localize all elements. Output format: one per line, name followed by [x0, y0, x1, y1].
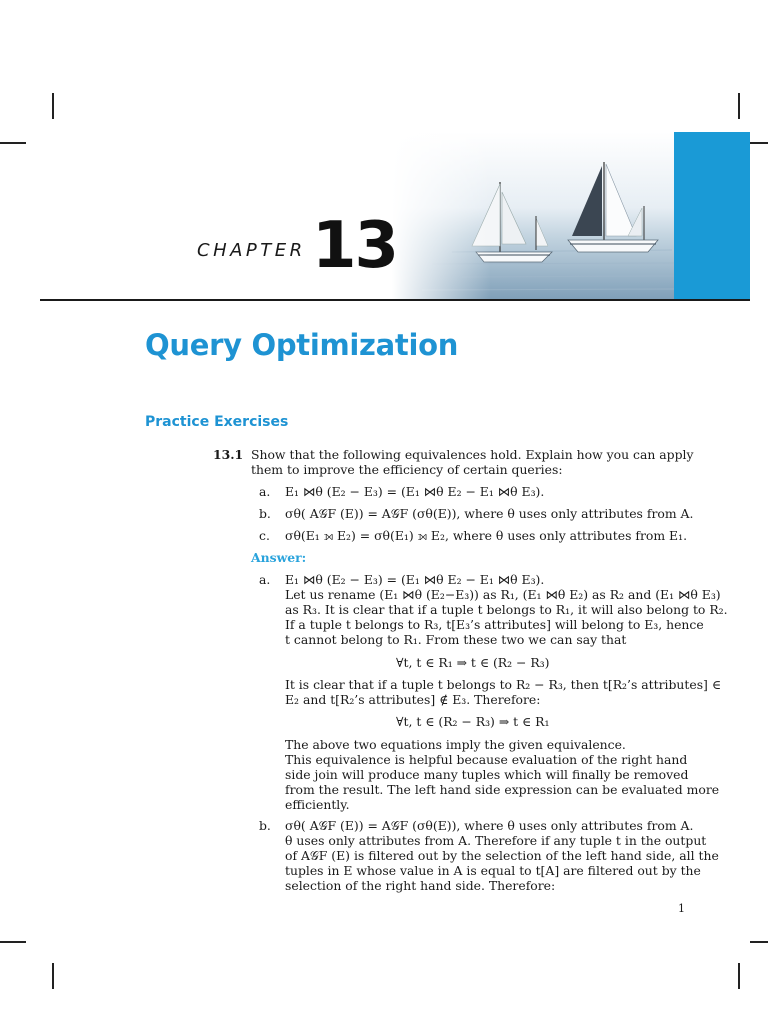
- answer-line: from the result. The left hand side expression can be evaluated more: [285, 782, 720, 797]
- crop-mark: [738, 93, 740, 119]
- equation: ∀t, t ∈ R₁ ⇒ t ∈ (R₂ − R₃): [396, 655, 550, 670]
- answer-label: Answer:: [251, 550, 307, 565]
- answer-line: of A𝒢F (E) is filtered out by the selection of the left hand side, all the: [285, 848, 719, 863]
- section-heading: Practice Exercises: [145, 414, 289, 430]
- crop-mark: [738, 963, 740, 989]
- crop-mark: [52, 93, 54, 119]
- answer-line: E₁ ⋈θ (E₂ − E₃) = (E₁ ⋈θ E₂ − E₁ ⋈θ E₃).: [285, 572, 545, 587]
- crop-mark: [52, 963, 54, 989]
- exercise-prompt: Show that the following equivalences hold. Explain how you can apply: [251, 447, 694, 462]
- answer-line: If a tuple t belongs to R₃, t[E₃’s attributes] will belong to E₃, hence: [285, 617, 704, 632]
- answer-line: tuples in E whose value in A is equal to t[A] are filtered out by the: [285, 863, 701, 878]
- page-number: 1: [678, 902, 685, 915]
- exercise-item: σθ(E₁ ⟕ E₂) = σθ(E₁) ⟕ E₂, where θ uses only attributes from E₁.: [285, 528, 688, 543]
- crop-mark: [750, 941, 768, 943]
- answer-line: selection of the right hand side. Therefore:: [285, 878, 556, 893]
- crop-mark: [0, 941, 26, 943]
- exercise-prompt: them to improve the efficiency of certain queries:: [251, 462, 563, 477]
- answer-line: Let us rename (E₁ ⋈θ (E₂−E₃)) as R₁, (E₁ ⋈θ E₂) as R₂ and (E₁ ⋈θ E₃): [285, 587, 721, 602]
- item-label: b.: [259, 818, 271, 833]
- answer-line: as R₃. It is clear that if a tuple t belongs to R₁, it will also belong to R₂.: [285, 602, 728, 617]
- item-label: a.: [259, 572, 271, 587]
- equation: ∀t, t ∈ (R₂ − R₃) ⇒ t ∈ R₁: [396, 714, 550, 729]
- exercise-number: 13.1: [213, 447, 244, 462]
- answer-line: side join will produce many tuples which will finally be removed: [285, 767, 689, 782]
- answer-line: efficiently.: [285, 797, 350, 812]
- chapter-rule: [40, 299, 750, 301]
- item-label: a.: [259, 484, 271, 499]
- page-title: Query Optimization: [145, 328, 459, 362]
- crop-mark: [750, 142, 768, 144]
- answer-line: θ uses only attributes from A. Therefore if any tuple t in the output: [285, 833, 707, 848]
- exercise-item: σθ( A𝒢F (E)) = A𝒢F (σθ(E)), where θ uses only attributes from A.: [285, 506, 694, 521]
- item-label: c.: [259, 528, 270, 543]
- sailboat-photo: [392, 132, 674, 300]
- exercise-item: E₁ ⋈θ (E₂ − E₃) = (E₁ ⋈θ E₂ − E₁ ⋈θ E₃).: [285, 484, 545, 499]
- answer-line: t cannot belong to R₁. From these two we can say that: [285, 632, 627, 647]
- chapter-label: CHAPTER: [197, 240, 306, 261]
- answer-line: It is clear that if a tuple t belongs to R₂ − R₃, then t[R₂’s attributes] ∈: [285, 677, 721, 692]
- chapter-number: 13: [312, 209, 398, 283]
- answer-line: σθ( A𝒢F (E)) = A𝒢F (σθ(E)), where θ uses only attributes from A.: [285, 818, 694, 833]
- crop-mark: [0, 142, 26, 144]
- chapter-accent-bar: [674, 132, 750, 300]
- answer-line: The above two equations imply the given equivalence.: [285, 737, 626, 752]
- answer-line: E₂ and t[R₂’s attributes] ∉ E₃. Therefore:: [285, 692, 541, 707]
- answer-line: This equivalence is helpful because evaluation of the right hand: [285, 752, 688, 767]
- item-label: b.: [259, 506, 271, 521]
